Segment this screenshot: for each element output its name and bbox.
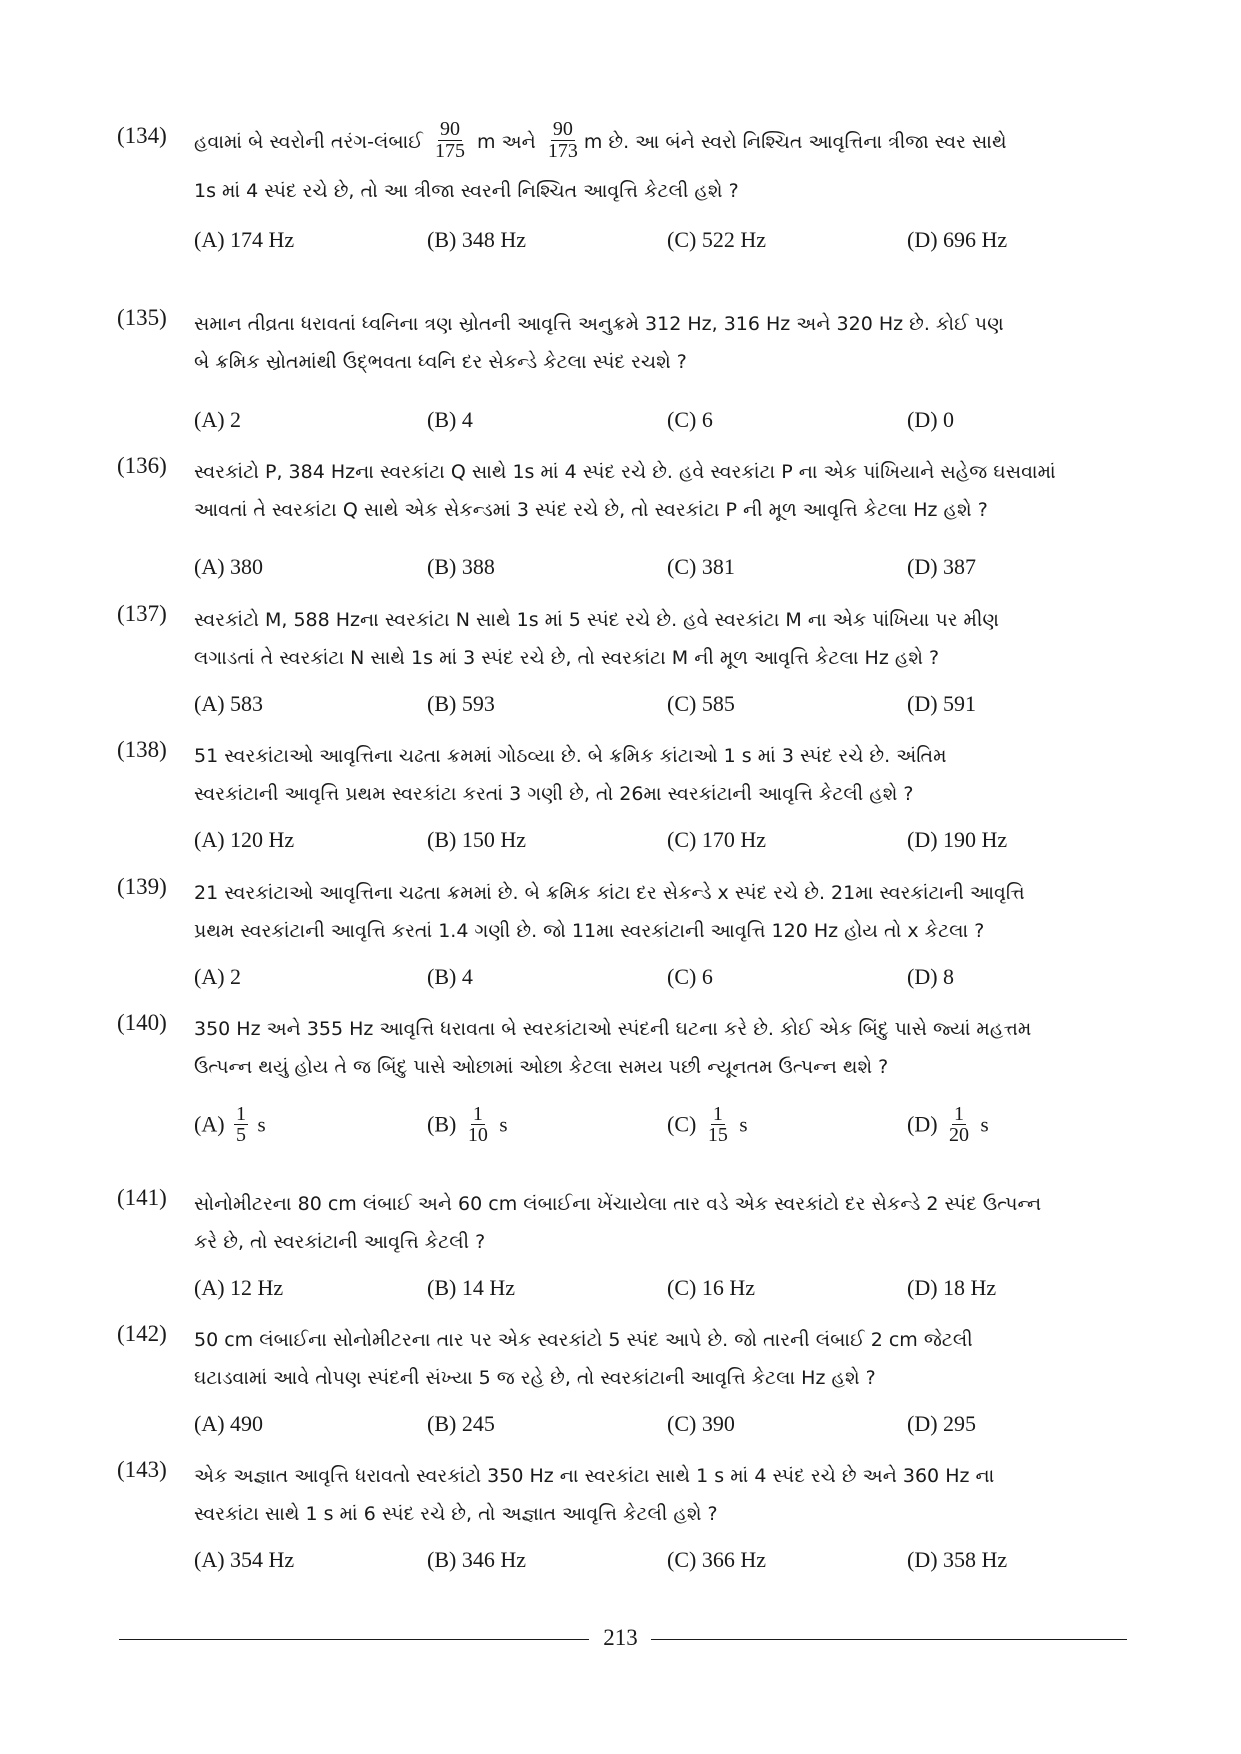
options-row: [194, 554, 1127, 584]
question-line: સ્વરકાંટા સાથે 1 s માં 6 સ્પંદ રચે છે, તો અજ્ઞાત આવૃત્તિ કેટલી હશે ?: [194, 1503, 718, 1525]
question-line: ઘટાડવામાં આવે તોપણ સ્પંદની સંખ્યા 5 જ રહે છે, તો સ્વરકાંટાની આવૃત્તિ કેટલા Hz હશે ?: [194, 1367, 876, 1389]
option-label: (B): [427, 1111, 457, 1137]
question-line: એક અજ્ઞાત આવૃત્તિ ધરાવતો સ્વરકાંટો 350 Hz ના સ્વરકાંટા સાથે 1 s માં 4 સ્પંદ રચે છે અને 360 Hz ના: [194, 1465, 995, 1487]
option-label: (C): [667, 1111, 697, 1137]
question-number: (136): [117, 453, 167, 478]
question-line: પ્રથમ સ્વરકાંટાની આવૃત્તિ કરતાં 1.4 ગણી છે. જો 11મા સ્વરકાંટાની આવૃત્તિ 120 Hz હોય તો x કેટલા ?: [194, 920, 985, 942]
option-d[interactable]: (D) 696 Hz: [907, 227, 1008, 252]
fraction: [433, 119, 467, 162]
denominator: 173: [547, 140, 578, 162]
option-a[interactable]: (A) 583: [194, 691, 264, 716]
unit: s: [739, 1112, 748, 1137]
question-line: સમાન તીવ્રતા ધરાવતાં ધ્વનિના ત્રણ સ્રોતની આવૃત્તિ અનુક્રમે 312 Hz, 316 Hz અને 320 Hz છે. કોઈ પણ: [194, 313, 1004, 335]
option-d[interactable]: (D) 358 Hz: [907, 1547, 1008, 1572]
option-a[interactable]: (A) 380: [194, 554, 264, 579]
option-d[interactable]: (D) 387: [907, 554, 977, 579]
question-line: ઉત્પન્ન થયું હોય તે જ બિંદુ પાસે ઓછામાં ઓછા કેટલા સમય પછી ન્યૂનતમ ઉત્પન્ન થશે ?: [194, 1056, 889, 1078]
question-line: કરે છે, તો સ્વરકાંટાની આવૃત્તિ કેટલી ?: [194, 1231, 486, 1253]
option-d[interactable]: (D) 190 Hz: [907, 827, 1008, 852]
option-d[interactable]: (D) 591: [907, 691, 977, 716]
option-c[interactable]: (C) 170 Hz: [667, 827, 766, 852]
question-line: સ્વરકાંટો P, 384 Hzના સ્વરકાંટા Q સાથે 1s માં 4 સ્પંદ રચે છે. હવે સ્વરકાંટા P ના એક પાંખિયાને સહેજ ઘસવામાં: [194, 461, 1056, 483]
option-c[interactable]: (C) 381: [667, 554, 735, 579]
option-b[interactable]: (B) 4: [427, 407, 473, 432]
option-c[interactable]: (C) 6: [667, 964, 713, 989]
denominator: 20: [949, 1124, 970, 1146]
unit: s: [257, 1112, 266, 1137]
text-segment: હવામાં બે સ્વરોની તરંગ-લંબાઈ: [194, 131, 423, 153]
options-row: [194, 1103, 1127, 1156]
option-a[interactable]: (A) 490: [194, 1411, 264, 1436]
option-a[interactable]: (A) 120 Hz: [194, 827, 295, 852]
question-line: 350 Hz અને 355 Hz આવૃત્તિ ધરાવતા બે સ્વરકાંટાઓ સ્પંદની ઘટના કરે છે. કોઈ એક બિંદુ પાસે જ્યાં મહત્તમ: [194, 1018, 1032, 1040]
option-c[interactable]: [667, 1103, 748, 1147]
question-number: (139): [117, 874, 167, 899]
fraction: [234, 1104, 248, 1145]
option-b[interactable]: (B) 4: [427, 964, 473, 989]
options-row: [194, 691, 1127, 721]
denominator: 5: [236, 1124, 247, 1146]
option-b[interactable]: [427, 1103, 508, 1147]
options-row: [194, 227, 1127, 257]
question-text: [194, 1185, 1127, 1261]
option-label: (A): [194, 1111, 225, 1137]
unit: s: [980, 1112, 989, 1137]
question-number: (137): [117, 601, 167, 626]
options-row: [194, 1547, 1127, 1577]
numerator: 1: [712, 1103, 723, 1125]
question-line: 21 સ્વરકાંટાઓ આવૃત્તિના ચઢતા ક્રમમાં છે. બે ક્રમિક કાંટા દર સેકન્ડે x સ્પંદ રચે છે. 21મા સ્વરકાંટાની આવૃત્તિ: [194, 882, 1025, 904]
question-line: સોનોમીટરના 80 cm લંબાઈ અને 60 cm લંબાઈના ખેંચાયેલા તાર વડે એક સ્વરકાંટો દર સેકન્ડે 2 સ્પંદ ઉત્પન્ન: [194, 1193, 1042, 1215]
numerator: 90: [440, 118, 460, 140]
option-b[interactable]: (B) 150 Hz: [427, 827, 526, 852]
option-c[interactable]: (C) 366 Hz: [667, 1547, 766, 1572]
footer-rule-right: [651, 1639, 1127, 1640]
option-d[interactable]: (D) 0: [907, 407, 955, 432]
option-c[interactable]: (C) 390: [667, 1411, 735, 1436]
option-b[interactable]: (B) 593: [427, 691, 495, 716]
question-line: 51 સ્વરકાંટાઓ આવૃત્તિના ચઢતા ક્રમમાં ગોઠવ્યા છે. બે ક્રમિક કાંટાઓ 1 s માં 3 સ્પંદ રચે છે. અંતિમ: [194, 745, 947, 767]
question-line: આવતાં તે સ્વરકાંટા Q સાથે એક સેકન્ડમાં 3 સ્પંદ રચે છે, તો સ્વરકાંટા P ની મૂળ આવૃત્તિ કેટલા Hz હશે ?: [194, 499, 988, 521]
question-number: (135): [117, 305, 167, 330]
option-b[interactable]: (B) 388: [427, 554, 495, 579]
option-a[interactable]: (A) 174 Hz: [194, 227, 295, 252]
numerator: 1: [954, 1103, 965, 1125]
question-text: [194, 305, 1127, 381]
fraction: [466, 1104, 490, 1145]
options-row: [194, 407, 1127, 437]
question-number: (134): [117, 123, 167, 148]
question-text: [194, 737, 1127, 813]
fraction: [546, 119, 580, 162]
option-label: (D): [907, 1111, 938, 1137]
option-c[interactable]: (C) 16 Hz: [667, 1275, 755, 1300]
question-text: [194, 118, 1127, 210]
option-d[interactable]: (D) 295: [907, 1411, 977, 1436]
question-text: [194, 1321, 1127, 1397]
question-text: [194, 1457, 1127, 1533]
question-number: (141): [117, 1185, 167, 1210]
question-number: (138): [117, 737, 167, 762]
fraction: [947, 1104, 971, 1145]
numerator: 90: [552, 118, 573, 140]
denominator: 10: [467, 1124, 488, 1146]
option-c[interactable]: (C) 585: [667, 691, 735, 716]
page-number: 213: [603, 1625, 638, 1650]
option-d[interactable]: [907, 1103, 989, 1147]
text-segment: m અને: [477, 131, 536, 153]
option-b[interactable]: (B) 348 Hz: [427, 227, 526, 252]
unit: s: [499, 1112, 508, 1137]
option-c[interactable]: (C) 522 Hz: [667, 227, 766, 252]
option-c[interactable]: (C) 6: [667, 407, 713, 432]
option-b[interactable]: (B) 245: [427, 1411, 495, 1436]
question-line: 50 cm લંબાઈના સોનોમીટરના તાર પર એક સ્વરકાંટો 5 સ્પંદ આપે છે. જો તારની લંબાઈ 2 cm જેટલી: [194, 1329, 973, 1351]
numerator: 1: [472, 1103, 483, 1125]
question-text: [194, 601, 1127, 677]
question-text: [194, 1010, 1127, 1086]
option-b[interactable]: (B) 14 Hz: [427, 1275, 515, 1300]
option-b[interactable]: (B) 346 Hz: [427, 1547, 526, 1572]
numerator: 1: [236, 1103, 247, 1125]
question-number: (142): [117, 1321, 167, 1346]
question-line: સ્વરકાંટાની આવૃત્તિ પ્રથમ સ્વરકાંટા કરતાં 3 ગણી છે, તો 26મા સ્વરકાંટાની આવૃત્તિ કેટલી હશે ?: [194, 783, 914, 805]
fraction: [706, 1104, 730, 1145]
question-text: [194, 453, 1127, 529]
denominator: 175: [435, 140, 465, 162]
options-row: [194, 964, 1127, 994]
option-d[interactable]: (D) 18 Hz: [907, 1275, 997, 1300]
options-row: [194, 1275, 1127, 1305]
question-line: સ્વરકાંટો M, 588 Hzના સ્વરકાંટા N સાથે 1s માં 5 સ્પંદ રચે છે. હવે સ્વરકાંટા M ના એક પાંખિયા પર મીણ: [194, 609, 999, 631]
question-line: 1s માં 4 સ્પંદ રચે છે, તો આ ત્રીજા સ્વરની નિશ્ચિત આવૃત્તિ કેટલી હશે ?: [194, 180, 739, 202]
options-row: [194, 1411, 1127, 1441]
question-number: (143): [117, 1457, 167, 1482]
question-line: બે ક્રમિક સ્રોતમાંથી ઉદ્‌ભવતા ધ્વનિ દર સેકન્ડે કેટલા સ્પંદ રચશે ?: [194, 351, 687, 373]
option-d[interactable]: (D) 8: [907, 964, 955, 989]
option-a[interactable]: [194, 1103, 266, 1147]
footer-rule-left: [119, 1639, 589, 1640]
text-segment: m છે. આ બંને સ્વરો નિશ્ચિત આવૃત્તિના ત્રીજા સ્વર સાથે: [583, 131, 1007, 153]
question-number: (140): [117, 1010, 167, 1035]
option-a[interactable]: (A) 2: [194, 407, 242, 432]
option-a[interactable]: (A) 354 Hz: [194, 1547, 295, 1572]
option-a[interactable]: (A) 2: [194, 964, 242, 989]
question-line: લગાડતાં તે સ્વરકાંટા N સાથે 1s માં 3 સ્પંદ રચે છે, તો સ્વરકાંટા M ની મૂળ આવૃત્તિ કેટલા Hz હશે ?: [194, 647, 940, 669]
question-text: [194, 874, 1127, 950]
option-a[interactable]: (A) 12 Hz: [194, 1275, 284, 1300]
question-line: [194, 118, 1127, 164]
options-row: [194, 827, 1127, 857]
denominator: 15: [707, 1124, 728, 1146]
